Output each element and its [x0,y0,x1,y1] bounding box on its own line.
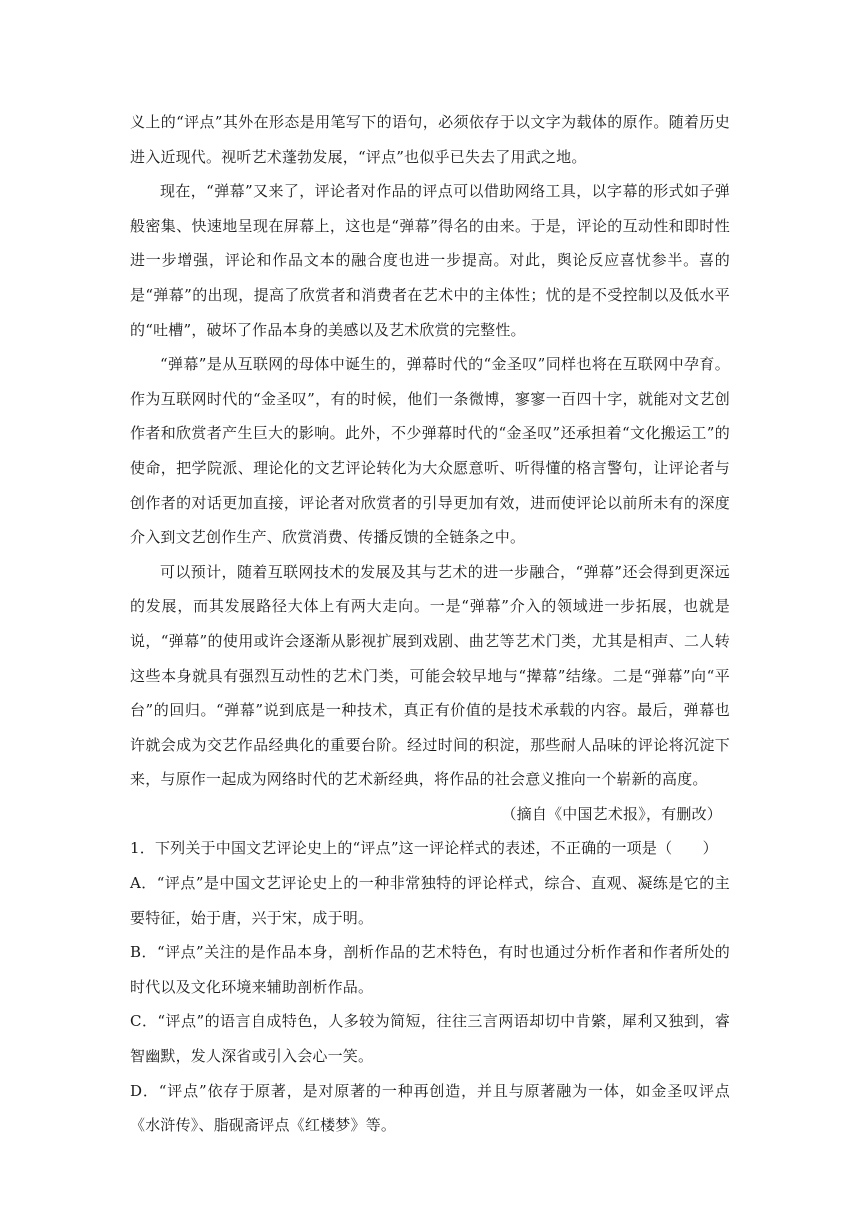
option-d: D．“评点”依存于原著，是对原著的一种再创造，并且与原著融为一体，如金圣叹评点《水浒传》、脂砚斋评点《红楼梦》等。 [130,1081,730,1135]
article-body [130,105,730,1143]
option-a: A．“评点”是中国文艺评论史上的一种非常独特的评论样式，综合、直观、凝练是它的主要特征，始于唐，兴于宋，成于明。 [130,874,730,927]
paragraph-2: 现在，“弹幕”又来了，评论者对作品的评点可以借助网络工具，以字幕的形式如子弹般密集、快速地呈现在屏幕上，这也是“弹幕”得名的由来。于是，评论的互动性和即时性进一步增强，评论和作品文本的融合度也进一步提高。对此，舆论反应喜忧参半。喜的是“弹幕”的出现，提高了欣赏者和消费者在艺术中的主体性；忧的是不受控制以及低水平的“吐槽”，破坏了作品本身的美感以及艺术欣赏的完整性。 [130,182,730,339]
question-1: 1．下列关于中国文艺评论史上的“评点”这一评论样式的表述，不正确的一项是（ ） [130,839,718,858]
paragraph-1: 义上的“评点”其外在形态是用笔写下的语句，必须依存于以文字为载体的原作。随着历史进入近现代。视听艺术蓬勃发展，“评点”也似乎已失去了用武之地。 [130,113,730,166]
source-citation: （摘自《中国艺术报》，有删改） [501,804,722,823]
paragraph-4: 可以预计，随着互联网技术的发展及其与艺术的进一步融合，“弹幕”还会得到更深远的发展，而其发展路径大体上有两大走向。一是“弹幕”介入的领域进一步拓展，也就是说，“弹幕”的使用或许会逐渐从影视扩展到戏剧、曲艺等艺术门类，尤其是相声、二人转这些本身就具有强烈互动性的艺术门类，可能会较早地与“撵幕”结缘。二是“弹幕”向“平台”的回归。“弹幕”说到底是一种技术，真正有价值的是技术承载的内容。最后，弹幕也许就会成为交艺作品经典化的重要台阶。经过时间的积淀，那些耐人品味的评论将沉淀下来，与原作一起成为网络时代的艺术新经典，将作品的社会意义推向一个崭新的高度。 [130,562,730,789]
option-b: B．“评点”关注的是作品本身，剖析作品的艺术特色，有时也通过分析作者和作者所处的时代以及文化环境来辅助剖析作品。 [130,943,730,996]
option-c: C．“评点”的语言自成特色，人多较为简短，往往三言两语却切中肯綮，犀利又独到，睿智幽默，发人深省或引入会心一笑。 [130,1012,730,1066]
paragraph-3: “弹幕”是从互联网的母体中诞生的，弹幕时代的“金圣叹”同样也将在互联网中孕育。作为互联网时代的“金圣叹”，有的时候，他们一条微博，寥寥一百四十字，就能对文艺创作者和欣赏者产生巨大的影响。此外，不少弹幕时代的“金圣叹”还承担着“文化搬运工”的使命，把学院派、理论化的文艺评论转化为大众愿意听、听得懂的格言警句，让评论者与创作者的对话更加直接，评论者对欣赏者的引导更加有效，进而使评论以前所未有的深度介入到文艺创作生产、欣赏消费、传播反馈的全链条之中。 [130,355,730,547]
